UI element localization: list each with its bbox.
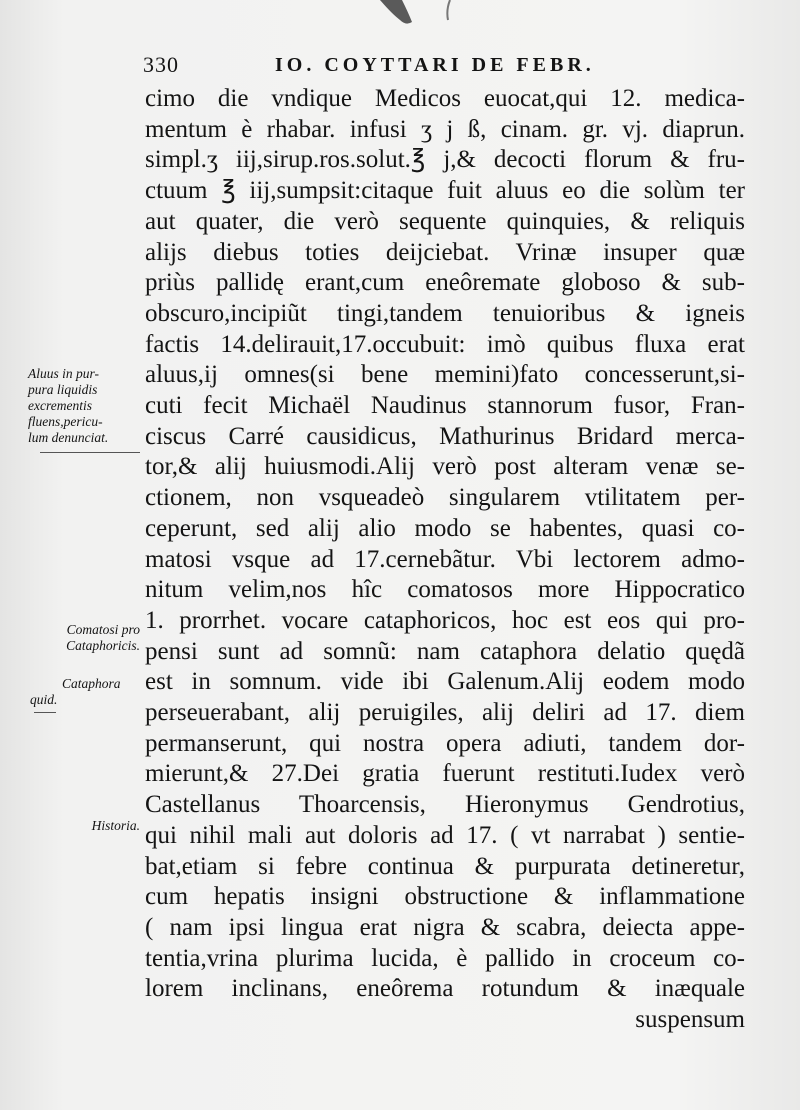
text-line: obscuro,incipiũt tingi,tandem tenuioribus & igneis xyxy=(145,299,745,327)
text-line: aluus,ij omnes(si bene memini)fato concesserunt,si- xyxy=(145,361,745,389)
margin-note-line: lum denunciat. xyxy=(28,430,109,445)
margin-rule xyxy=(34,712,56,713)
text-line: pensi sunt ad somnũ: nam cataphora delatio quędã xyxy=(145,637,745,665)
binding-mark-icon xyxy=(372,0,462,38)
body-text xyxy=(145,84,745,1036)
text-line: simpl.ʒ iij,sirup.ros.solut.℥ j,& decocti florum & fru- xyxy=(145,146,745,174)
text-line: est in somnum. vide ibi Galenum.Alij eodem modo xyxy=(145,668,745,696)
text-line: priùs pallidę erant,cum eneôremate globoso & sub- xyxy=(145,269,745,297)
margin-note-aluus xyxy=(28,366,148,446)
text-line: mierunt,& 27.Dei gratia fuerunt restituti.Iudex verò xyxy=(145,760,745,788)
margin-note-line: Aluus in pur- xyxy=(28,366,99,381)
text-line: matosi vsque ad 17.cernebãtur. Vbi lectorem admo- xyxy=(145,545,745,573)
margin-note-line: Historia. xyxy=(91,818,140,833)
text-line: tor,& alij huiusmodi.Alij verò post alteram venæ se- xyxy=(145,453,745,481)
text-line: alijs diebus toties deijciebat. Vrinæ insuper quæ xyxy=(145,238,745,266)
margin-note-line: excrementis xyxy=(28,398,92,413)
margin-note-line: Comatosi pro xyxy=(66,622,140,637)
text-line: tentia,vrina plurima lucida, è pallido in croceum co- xyxy=(145,944,745,972)
text-line: ciscus Carré causidicus, Mathurinus Bridard merca- xyxy=(145,422,745,450)
text-line: cuti fecit Michaël Naudinus stannorum fusor, Fran- xyxy=(145,392,745,420)
margin-note-historia xyxy=(20,818,140,834)
text-line: factis 14.delirauit,17.occubuit: imò quibus fluxa erat xyxy=(145,330,745,358)
text-line: aut quater, die verò sequente quinquies, & reliquis xyxy=(145,207,745,235)
margin-note-line: pura liquidis xyxy=(28,382,98,397)
margin-note-line: Cataphora xyxy=(62,676,121,691)
text-line: Castellanus Thoarcensis, Hieronymus Gendrotius, xyxy=(145,791,745,819)
text-line: permanserunt, qui nostra opera adiuti, tandem dor- xyxy=(145,729,745,757)
margin-rule xyxy=(40,452,140,453)
text-line: ctuum ℥ iij,sumpsit:citaque fuit aluus eo die solùm ter xyxy=(145,177,745,205)
margin-note-cataphora xyxy=(30,676,150,708)
text-line: ctionem, non vsqueadeò singularem vtilitatem per- xyxy=(145,484,745,512)
margin-note-line: Cataphoricis. xyxy=(66,638,140,653)
page-header xyxy=(143,52,743,82)
text-line: ceperunt, sed alij alio modo se habentes, quasi co- xyxy=(145,514,745,542)
text-line: bat,etiam si febre continua & purpurata detineretur, xyxy=(145,852,745,880)
text-line: mentum è rhabar. infusi ʒ j ß, cinam. gr. vj. diaprun. xyxy=(145,115,745,143)
text-line: nitum velim,nos hîc comatosos more Hippocratico xyxy=(145,576,745,604)
margin-note-line: quid. xyxy=(30,692,58,707)
text-line: qui nihil mali aut doloris ad 17. ( vt narrabat ) sentie- xyxy=(145,821,745,849)
text-line: cum hepatis insigni obstructione & inflammatione xyxy=(145,883,745,911)
text-line: lorem inclinans, eneôrema rotundum & inæquale xyxy=(145,975,745,1003)
margin-note-comatosi xyxy=(20,622,140,654)
text-line: ( nam ipsi lingua erat nigra & scabra, deiecta appe- xyxy=(145,913,745,941)
text-line: cimo die vndique Medicos euocat,qui 12. medica- xyxy=(145,85,745,112)
catchword: suspensum xyxy=(635,1006,745,1034)
text-line: perseuerabant, alij peruigiles, alij deliri ad 17. diem xyxy=(145,699,745,727)
margin-note-line: fluens,pericu- xyxy=(28,414,103,429)
running-head: IO. COYTTARI DE FEBR. xyxy=(275,54,595,76)
page-number: 330 xyxy=(143,52,179,77)
text-line: 1. prorrhet. vocare cataphoricos, hoc est eos qui pro- xyxy=(145,606,745,634)
